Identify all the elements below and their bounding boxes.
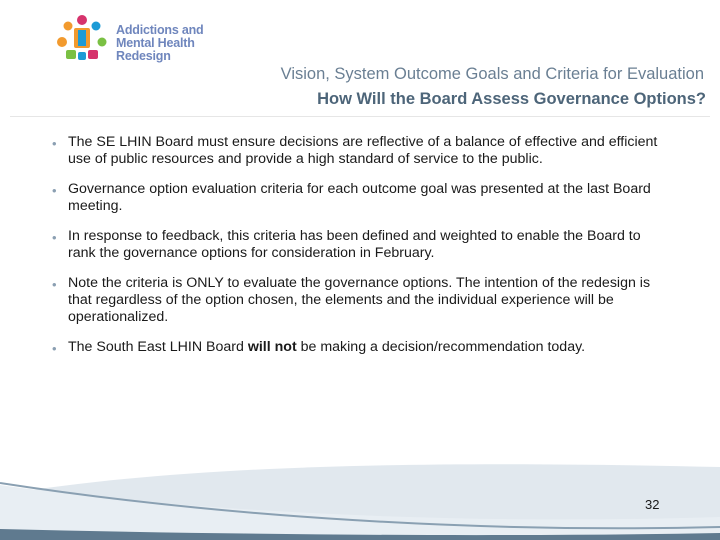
logo-text (116, 24, 203, 63)
bullet-marker: • (52, 183, 57, 198)
bullet-marker: • (52, 136, 57, 151)
bullet-item (52, 228, 662, 262)
bullet-marker: • (52, 230, 57, 245)
bullet-marker: • (52, 277, 57, 292)
bullet-text: The SE LHIN Board must ensure decisions are reflective of a balance of effective and efficient use of public resources and provide a high standard of service to the public. (68, 134, 658, 167)
bullet-marker: • (52, 341, 57, 356)
bullet-text: In response to feedback, this criteria has been defined and weighted to enable the Board to rank the governance options for consideration in February. (68, 228, 641, 261)
slide-title-line-1: Vision, System Outcome Goals and Criteria for Evaluation (280, 65, 704, 83)
page-number: 32 (645, 497, 660, 512)
bullet-item (52, 181, 662, 215)
footer-wave (0, 455, 720, 540)
bullet-item (52, 134, 662, 168)
bullet-item (52, 339, 662, 356)
logo (30, 8, 210, 70)
bullet-text-emphasis: will not (247, 339, 297, 355)
logo-line-3: Redesign (116, 49, 171, 63)
people-circle-icon (52, 12, 112, 66)
bullet-text-before: The South East LHIN Board (68, 339, 248, 355)
bullet-item (52, 275, 662, 326)
divider (10, 116, 710, 117)
logo-line-2: Mental Health (116, 36, 195, 50)
bullet-text: Note the criteria is ONLY to evaluate the governance options. The intention of the redesign is that regardless of the option chosen, the elements and the individual experience will be operationalized. (68, 275, 651, 325)
logo-line-1: Addictions and (116, 23, 204, 37)
bullet-text-after: be making a decision/recommendation today. (296, 339, 586, 355)
bullet-text: Governance option evaluation criteria for each outcome goal was presented at the last Board meeting. (68, 181, 651, 214)
slide-title-line-2: How Will the Board Assess Governance Options? (317, 90, 706, 108)
bullet-list (52, 134, 662, 369)
